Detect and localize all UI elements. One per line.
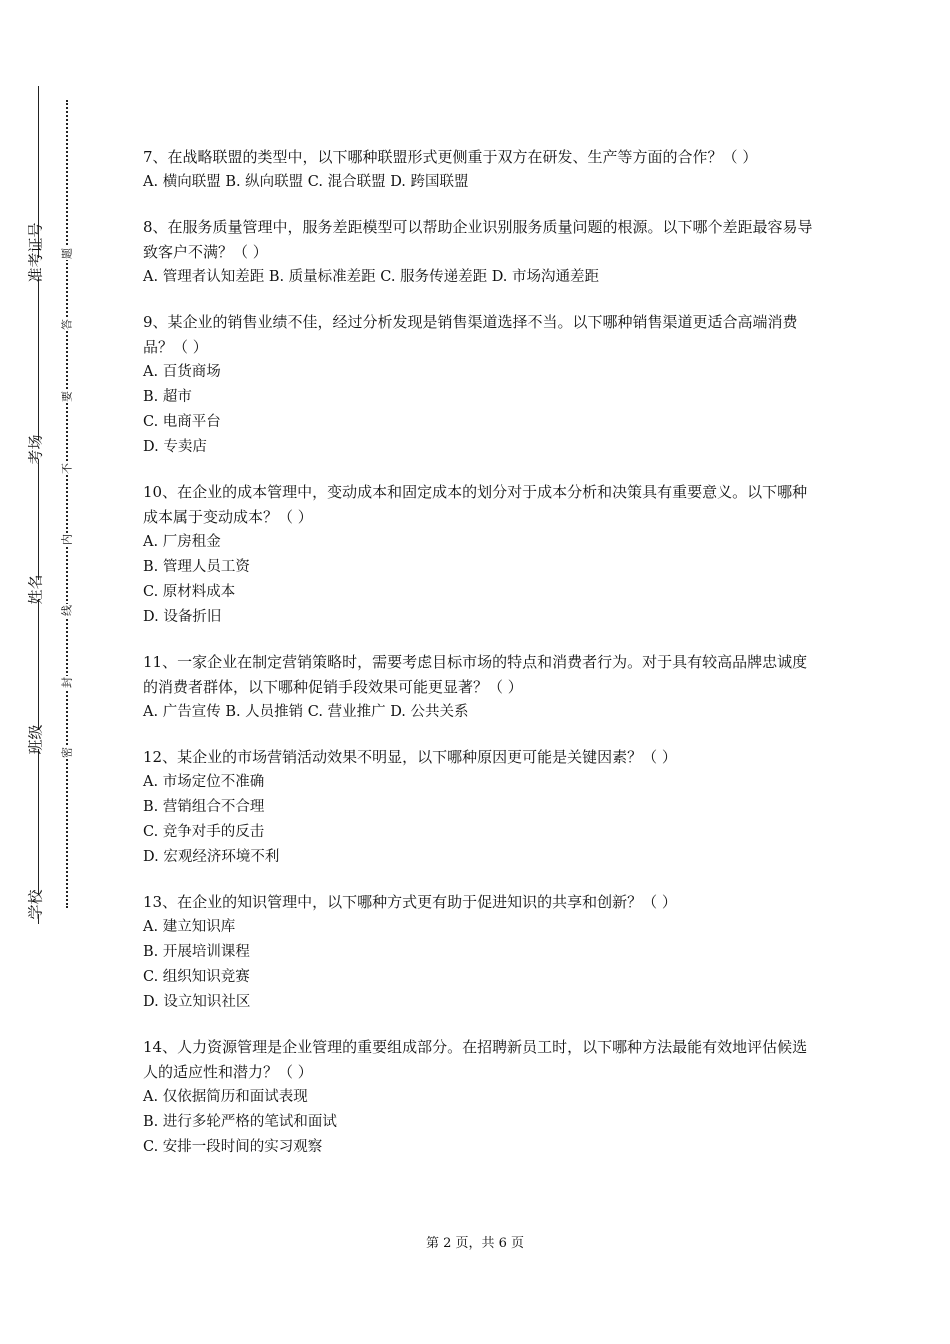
option-d[interactable]: D. 专卖店 bbox=[143, 439, 207, 455]
question-text: 8、在服务质量管理中，服务差距模型可以帮助企业识别服务质量问题的根源。以下哪个差距最容易导致客户不满？（ ） bbox=[143, 218, 813, 261]
question-8 bbox=[143, 215, 813, 290]
question-text: 9、某企业的销售业绩不佳，经过分析发现是销售渠道选择不当。以下哪种销售渠道更适合高端消费品？（ ） bbox=[143, 313, 798, 356]
field-exam-room-label: 考场 bbox=[21, 440, 51, 459]
seal-char: 答 bbox=[58, 318, 76, 331]
seal-char: 线 bbox=[58, 604, 76, 617]
option-a[interactable]: A. 管理者认知差距 bbox=[143, 269, 265, 285]
question-text: 14、人力资源管理是企业管理的重要组成部分。在招聘新员工时，以下哪种方法最能有效地评估候选人的适应性和潜力？（ ） bbox=[143, 1038, 808, 1081]
option-b[interactable]: B. 管理人员工资 bbox=[143, 559, 250, 575]
option-a[interactable]: A. 仅依据简历和面试表现 bbox=[143, 1089, 308, 1105]
option-d[interactable]: D. 公共关系 bbox=[390, 704, 469, 720]
seal-char: 题 bbox=[58, 247, 76, 260]
option-b[interactable]: B. 人员推销 bbox=[225, 704, 304, 720]
seal-char: 要 bbox=[58, 390, 76, 403]
question-text: 13、在企业的知识管理中，以下哪种方式更有助于促进知识的共享和创新？（ ） bbox=[143, 893, 677, 911]
option-d[interactable]: D. 市场沟通差距 bbox=[491, 269, 600, 285]
option-c[interactable]: C. 混合联盟 bbox=[307, 174, 386, 190]
option-c[interactable]: C. 营业推广 bbox=[307, 704, 386, 720]
option-d[interactable]: D. 设备折旧 bbox=[143, 609, 222, 625]
question-9 bbox=[143, 310, 813, 460]
option-a[interactable]: A. 市场定位不准确 bbox=[143, 774, 265, 790]
option-b[interactable]: B. 开展培训课程 bbox=[143, 944, 250, 960]
field-class-label: 班级 bbox=[21, 730, 51, 749]
option-a[interactable]: A. 建立知识库 bbox=[143, 919, 236, 935]
option-row bbox=[143, 170, 813, 195]
question-text: 11、一家企业在制定营销策略时，需要考虑目标市场的特点和消费者行为。对于具有较高品牌忠诚度的消费者群体，以下哪种促销手段效果可能更显著？（ ） bbox=[143, 653, 808, 696]
option-b[interactable]: B. 纵向联盟 bbox=[225, 174, 304, 190]
option-c[interactable]: C. 原材料成本 bbox=[143, 584, 236, 600]
seal-char: 密 bbox=[58, 746, 76, 759]
question-text: 10、在企业的成本管理中，变动成本和固定成本的划分对于成本分析和决策具有重要意义。以下哪种成本属于变动成本？（ ） bbox=[143, 483, 808, 526]
question-10 bbox=[143, 480, 813, 630]
option-a[interactable]: A. 广告宣传 bbox=[143, 704, 221, 720]
question-11 bbox=[143, 650, 813, 725]
option-row bbox=[143, 265, 813, 290]
seal-char: 封 bbox=[58, 676, 76, 689]
option-c[interactable]: C. 电商平台 bbox=[143, 414, 221, 430]
question-list bbox=[143, 145, 813, 1180]
option-b[interactable]: B. 质量标准差距 bbox=[268, 269, 376, 285]
page-footer: 第 2 页，共 6 页 bbox=[425, 1236, 525, 1251]
option-b[interactable]: B. 超市 bbox=[143, 389, 192, 405]
option-row bbox=[143, 700, 813, 725]
option-a[interactable]: A. 横向联盟 bbox=[143, 174, 221, 190]
question-7 bbox=[143, 145, 813, 195]
option-d[interactable]: D. 跨国联盟 bbox=[390, 174, 469, 190]
question-12 bbox=[143, 745, 813, 870]
option-b[interactable]: B. 进行多轮严格的笔试和面试 bbox=[143, 1114, 337, 1130]
option-d[interactable]: D. 设立知识社区 bbox=[143, 994, 251, 1010]
binding-line bbox=[38, 86, 39, 924]
seal-char: 不 bbox=[58, 462, 76, 475]
question-13 bbox=[143, 890, 813, 1015]
option-c[interactable]: C. 服务传递差距 bbox=[380, 269, 488, 285]
option-c[interactable]: C. 竞争对手的反击 bbox=[143, 824, 265, 840]
option-b[interactable]: B. 营销组合不合理 bbox=[143, 799, 265, 815]
field-school-label: 学校 bbox=[21, 895, 51, 914]
option-c[interactable]: C. 组织知识竞赛 bbox=[143, 969, 250, 985]
seal-char: 内 bbox=[58, 533, 76, 546]
question-14 bbox=[143, 1035, 813, 1160]
option-c[interactable]: C. 安排一段时间的实习观察 bbox=[143, 1139, 323, 1155]
field-name-label: 姓名 bbox=[21, 580, 51, 599]
seal-dotted-line bbox=[66, 100, 68, 908]
question-text: 7、在战略联盟的类型中，以下哪种联盟形式更侧重于双方在研发、生产等方面的合作？（ ） bbox=[143, 148, 758, 166]
field-exam-id-label: 准考证号 bbox=[21, 258, 51, 277]
question-text: 12、某企业的市场营销活动效果不明显，以下哪种原因更可能是关键因素？（ ） bbox=[143, 748, 677, 766]
option-a[interactable]: A. 厂房租金 bbox=[143, 534, 221, 550]
option-a[interactable]: A. 百货商场 bbox=[143, 364, 221, 380]
option-d[interactable]: D. 宏观经济环境不利 bbox=[143, 849, 280, 865]
